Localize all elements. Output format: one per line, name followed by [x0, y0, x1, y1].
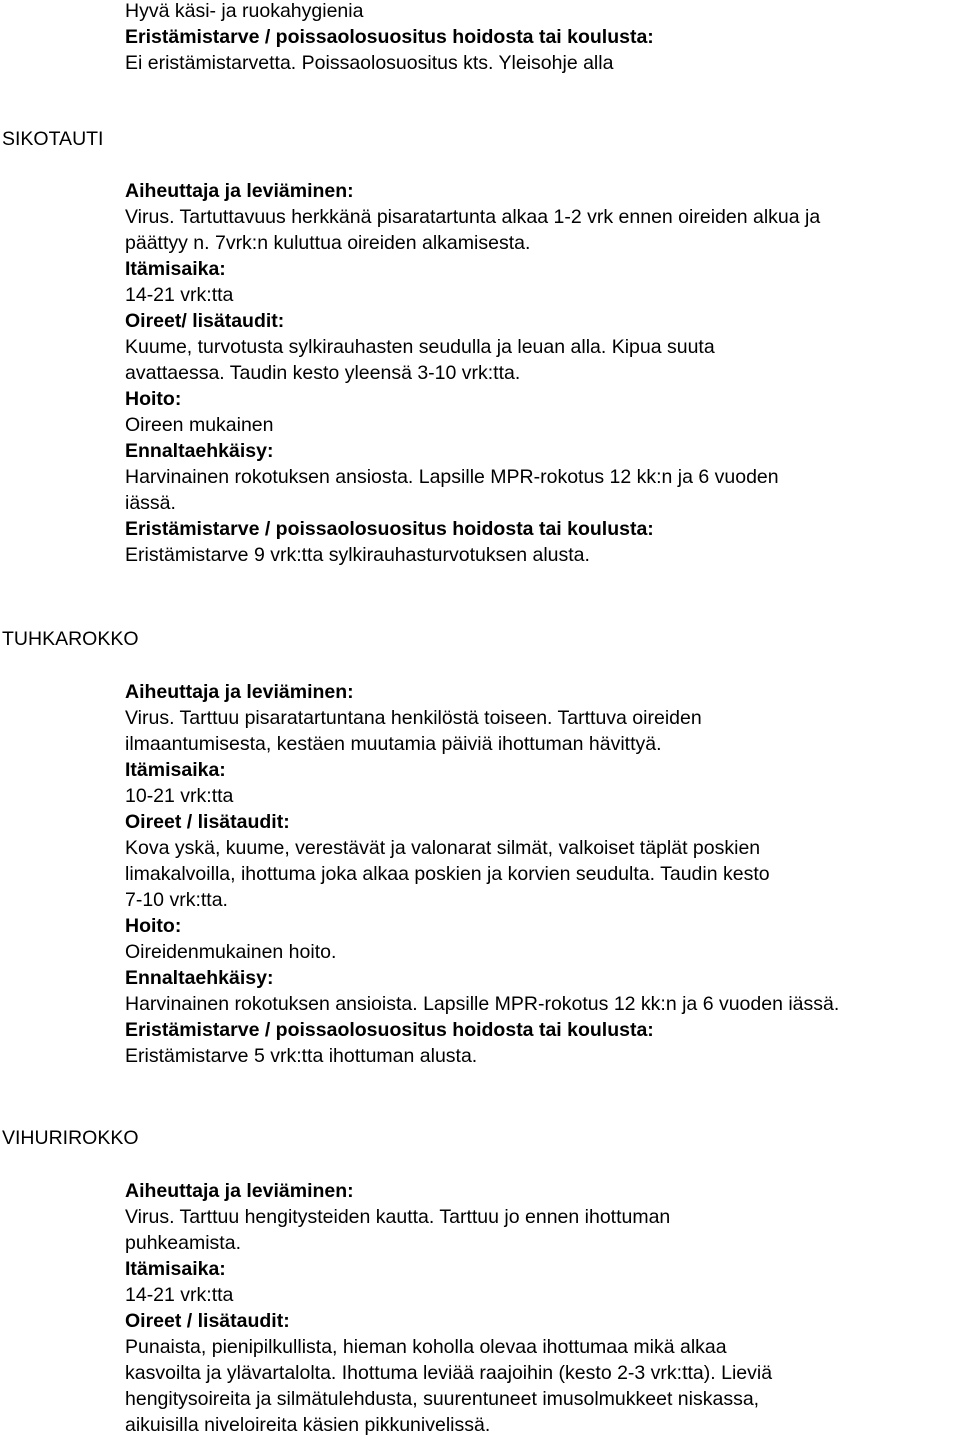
- symptoms-text: kasvoilta ja ylävartalolta. Ihottuma leviää raajoihin (kesto 2-3 vrk:tta). Lieviä: [125, 1362, 773, 1384]
- symptoms-label: Oireet / lisätaudit:: [125, 1310, 290, 1332]
- treatment-label: Hoito:: [125, 915, 182, 937]
- vihurirokko-section: [125, 1178, 960, 1438]
- prevention-label: Ennaltaehkäisy:: [125, 440, 274, 462]
- cause-text: puhkeamista.: [125, 1232, 241, 1254]
- incubation-label: Itämisaika:: [125, 258, 226, 280]
- symptoms-text: aikuisilla niveloireita käsien pikkunivelissä.: [125, 1414, 491, 1436]
- top-block: [125, 0, 960, 76]
- symptoms-text: hengitysoireita ja silmätulehdusta, suurentuneet imusolmukkeet niskassa,: [125, 1388, 760, 1410]
- isolation-label: Eristämistarve / poissaolosuositus hoidosta tai koulusta:: [125, 26, 654, 48]
- symptoms-label: Oireet/ lisätaudit:: [125, 310, 285, 332]
- hygiene-text: Hyvä käsi- ja ruokahygienia: [125, 0, 364, 22]
- section-title-sikotauti: SIKOTAUTI: [2, 128, 104, 150]
- section-title-tuhkarokko: TUHKAROKKO: [2, 628, 139, 650]
- treatment-text: Oireen mukainen: [125, 414, 274, 436]
- prevention-text: Harvinainen rokotuksen ansiosta. Lapsille MPR-rokotus 12 kk:n ja 6 vuoden: [125, 466, 779, 488]
- cause-text: päättyy n. 7vrk:n kuluttua oireiden alkamisesta.: [125, 232, 531, 254]
- cause-text: Virus. Tarttuu pisaratartuntana henkilöstä toiseen. Tarttuva oireiden: [125, 707, 702, 729]
- prevention-text: Harvinainen rokotuksen ansioista. Lapsille MPR-rokotus 12 kk:n ja 6 vuoden iässä.: [125, 993, 840, 1015]
- cause-text: Virus. Tartuttavuus herkkänä pisaratartunta alkaa 1-2 vrk ennen oireiden alkua ja: [125, 206, 821, 228]
- symptoms-label: Oireet / lisätaudit:: [125, 811, 290, 833]
- tuhkarokko-section: [125, 679, 960, 1069]
- incubation-text: 14-21 vrk:tta: [125, 284, 234, 306]
- cause-label: Aiheuttaja ja leviäminen:: [125, 681, 354, 703]
- prevention-text: iässä.: [125, 492, 176, 514]
- symptoms-text: limakalvoilla, ihottuma joka alkaa poskien ja korvien seudulta. Taudin kesto: [125, 863, 770, 885]
- incubation-text: 14-21 vrk:tta: [125, 1284, 234, 1306]
- incubation-label: Itämisaika:: [125, 759, 226, 781]
- incubation-text: 10-21 vrk:tta: [125, 785, 234, 807]
- sikotauti-section: [125, 178, 960, 568]
- treatment-label: Hoito:: [125, 388, 182, 410]
- cause-text: Virus. Tarttuu hengitysteiden kautta. Tarttuu jo ennen ihottuman: [125, 1206, 671, 1228]
- cause-label: Aiheuttaja ja leviäminen:: [125, 180, 354, 202]
- symptoms-text: avattaessa. Taudin kesto yleensä 3-10 vrk:tta.: [125, 362, 521, 384]
- symptoms-text: Punaista, pienipilkullista, hieman koholla olevaa ihottumaa mikä alkaa: [125, 1336, 727, 1358]
- isolation-label: Eristämistarve / poissaolosuositus hoidosta tai koulusta:: [125, 518, 654, 540]
- incubation-label: Itämisaika:: [125, 1258, 226, 1280]
- cause-label: Aiheuttaja ja leviäminen:: [125, 1180, 354, 1202]
- isolation-text: Eristämistarve 5 vrk:tta ihottuman alusta.: [125, 1045, 478, 1067]
- symptoms-text: 7-10 vrk:tta.: [125, 889, 228, 911]
- treatment-text: Oireidenmukainen hoito.: [125, 941, 337, 963]
- symptoms-text: Kuume, turvotusta sylkirauhasten seudulla ja leuan alla. Kipua suuta: [125, 336, 715, 358]
- isolation-label: Eristämistarve / poissaolosuositus hoidosta tai koulusta:: [125, 1019, 654, 1041]
- section-title-vihurirokko: VIHURIROKKO: [2, 1127, 139, 1149]
- isolation-text: Eristämistarve 9 vrk:tta sylkirauhasturvotuksen alusta.: [125, 544, 590, 566]
- cause-text: ilmaantumisesta, kestäen muutamia päiviä ihottuman hävittyä.: [125, 733, 662, 755]
- isolation-text: Ei eristämistarvetta. Poissaolosuositus kts. Yleisohje alla: [125, 52, 614, 74]
- symptoms-text: Kova yskä, kuume, verestävät ja valonarat silmät, valkoiset täplät poskien: [125, 837, 761, 859]
- prevention-label: Ennaltaehkäisy:: [125, 967, 274, 989]
